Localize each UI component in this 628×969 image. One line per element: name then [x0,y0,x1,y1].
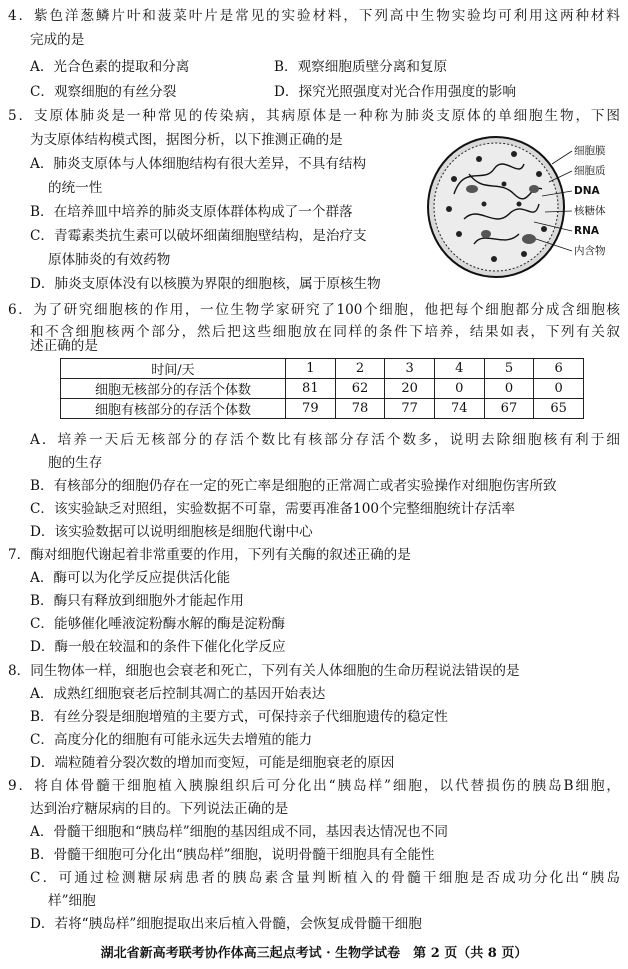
q4-option-b: B．观察细胞质壁分离和复原 [274,59,448,75]
q5-option-c: C．青霉素类抗生素可以破坏细菌细胞壁结构，是治疗支 [30,228,367,244]
table-cell: 78 [335,399,385,419]
q5-option-c-cont: 原体肺炎的有效药物 [48,252,171,268]
q9-stem-cont: 达到治疗糖尿病的目的。下列说法正确的是 [30,801,289,817]
q9-option-c: C．可通过检测糖尿病患者的胰岛素含量判断植入的骨髓干细胞是否成功分化出“胰岛 [30,870,620,886]
table-cell: 67 [484,399,534,419]
q9-option-b: B．骨髓干细胞可分化出“胰岛样”细胞，说明骨髓干细胞具有全能性 [30,847,435,863]
table-cell: 0 [484,379,534,399]
table-cell: 65 [534,399,584,419]
survival-table [60,358,584,419]
q7-option-d: D．酶一般在较温和的条件下催化化学反应 [30,639,286,655]
q4-option-d: D．探究光照强度对光合作用强度的影响 [274,84,516,100]
q7-option-c: C．能够催化唾液淀粉酶水解的酶是淀粉酶 [30,616,286,632]
cell-membrane-inner [434,143,558,271]
q4-option-c: C．观察细胞的有丝分裂 [30,84,177,100]
q9-option-a: A．骨髓干细胞和“胰岛样”细胞的基因组成不同，基因表达情况也不同 [30,824,448,840]
q7-stem: 7．酶对细胞代谢起着非常重要的作用，下列有关酶的叙述正确的是 [8,547,411,563]
table-cell: 0 [534,379,584,399]
page-footer: 湖北省新高考联考协作体高三起点考试 · 生物学试卷 第 2 页（共 8 页） [100,946,528,961]
q7-option-b: B．酶只有释放到细胞外才能起作用 [30,593,244,609]
table-header-label: 时间/天 [61,359,286,379]
q6-option-d: D．该实验数据可以说明细胞核是细胞代谢中心 [30,524,313,540]
q6-stem-cont: 和不含细胞核两个部分，然后把这些细胞放在同样的条件下培养，结果如表，下列有关叙 [30,324,620,340]
q8-option-c: C．高度分化的细胞有可能永远失去增殖的能力 [30,732,313,748]
table-cell: 20 [385,379,435,399]
table-row [61,399,584,419]
q4-option-a: A．光合色素的提取和分离 [30,59,190,75]
table-header-row [61,359,584,379]
label-rna: RNA [574,225,599,237]
q5-stem: 5．支原体肺炎是一种常见的传染病，其病原体是一种称为肺炎支原体的单细胞生物，下图 [8,108,620,124]
table-cell: 77 [385,399,435,419]
table-cell: 0 [434,379,484,399]
label-dna: DNA [574,185,600,197]
label-cell-membrane: 细胞膜 [574,145,606,157]
q6-option-a: A．培养一天后无核部分的存活个数比有核部分存活个数多，说明去除细胞核有利于细 [30,432,620,448]
table-cell: 81 [286,379,336,399]
q6-option-a-cont: 胞的生存 [48,455,103,471]
q5-option-d: D．肺炎支原体没有以核膜为界限的细胞核，属于原核生物 [30,276,381,292]
table-cell: 74 [434,399,484,419]
table-cell: 62 [335,379,385,399]
q6-stem: 6．为了研究细胞核的作用，一位生物学家研究了100个细胞，他把每个细胞都分成含细胞核 [8,302,620,318]
label-cytoplasm: 细胞质 [574,165,606,177]
q6-stem-cont2: 述正确的是 [30,338,98,354]
q9-stem: 9．将自体骨髓干细胞植入胰腺组织后可分化出“胰岛样”细胞，以代替损伤的胰岛B细胞， [8,778,620,794]
q4-stem-cont: 完成的是 [30,32,85,48]
q6-option-b: B．有核部分的细胞仍存在一定的死亡率是细胞的正常凋亡或者实验操作对细胞伤害所致 [30,478,557,494]
q8-option-a: A．成熟红细胞衰老后控制其凋亡的基因开始表达 [30,686,326,702]
mycoplasma-diagram [424,134,624,280]
table-day: 2 [335,359,385,379]
q8-option-b: B．有丝分裂是细胞增殖的主要方式，可保持亲子代细胞遗传的稳定性 [30,709,448,725]
q5-stem-cont: 为支原体结构模式图，据图分析，以下推测正确的是 [30,132,343,148]
q4-stem: 4．紫色洋葱鳞片叶和菠菜叶片是常见的实验材料，下列高中生物实验均可利用这两种材料 [8,8,620,24]
table-row-label: 细胞有核部分的存活个体数 [61,399,286,419]
q5-option-b: B．在培养皿中培养的肺炎支原体群体构成了一个群落 [30,204,353,220]
label-ribosome: 核糖体 [574,205,606,217]
table-row [61,379,584,399]
label-inclusion: 内含物 [574,245,606,257]
table-day: 5 [484,359,534,379]
table-day: 6 [534,359,584,379]
table-row-label: 细胞无核部分的存活个体数 [61,379,286,399]
table-day: 4 [434,359,484,379]
q8-stem: 8．同生物体一样，细胞也会衰老和死亡，下列有关人体细胞的生命历程说法错误的是 [8,663,520,679]
q9-option-d: D．若将“胰岛样”细胞提取出来后植入骨髓，会恢复成骨髓干细胞 [30,916,422,932]
q9-option-c-cont: 样”细胞 [48,893,96,909]
q8-option-d: D．端粒随着分裂次数的增加而变短，可能是细胞衰老的原因 [30,755,395,771]
table-cell: 79 [286,399,336,419]
table-day: 1 [286,359,336,379]
table-day: 3 [385,359,435,379]
q7-option-a: A．酶可以为化学反应提供活化能 [30,570,231,586]
q6-option-c: C．该实验缺乏对照组，实验数据不可靠，需要再准备100个完整细胞统计存活率 [30,501,515,517]
q5-option-a: A．肺炎支原体与人体细胞结构有很大差异，不具有结构 [30,156,367,172]
q5-option-a-cont: 的统一性 [48,180,103,196]
